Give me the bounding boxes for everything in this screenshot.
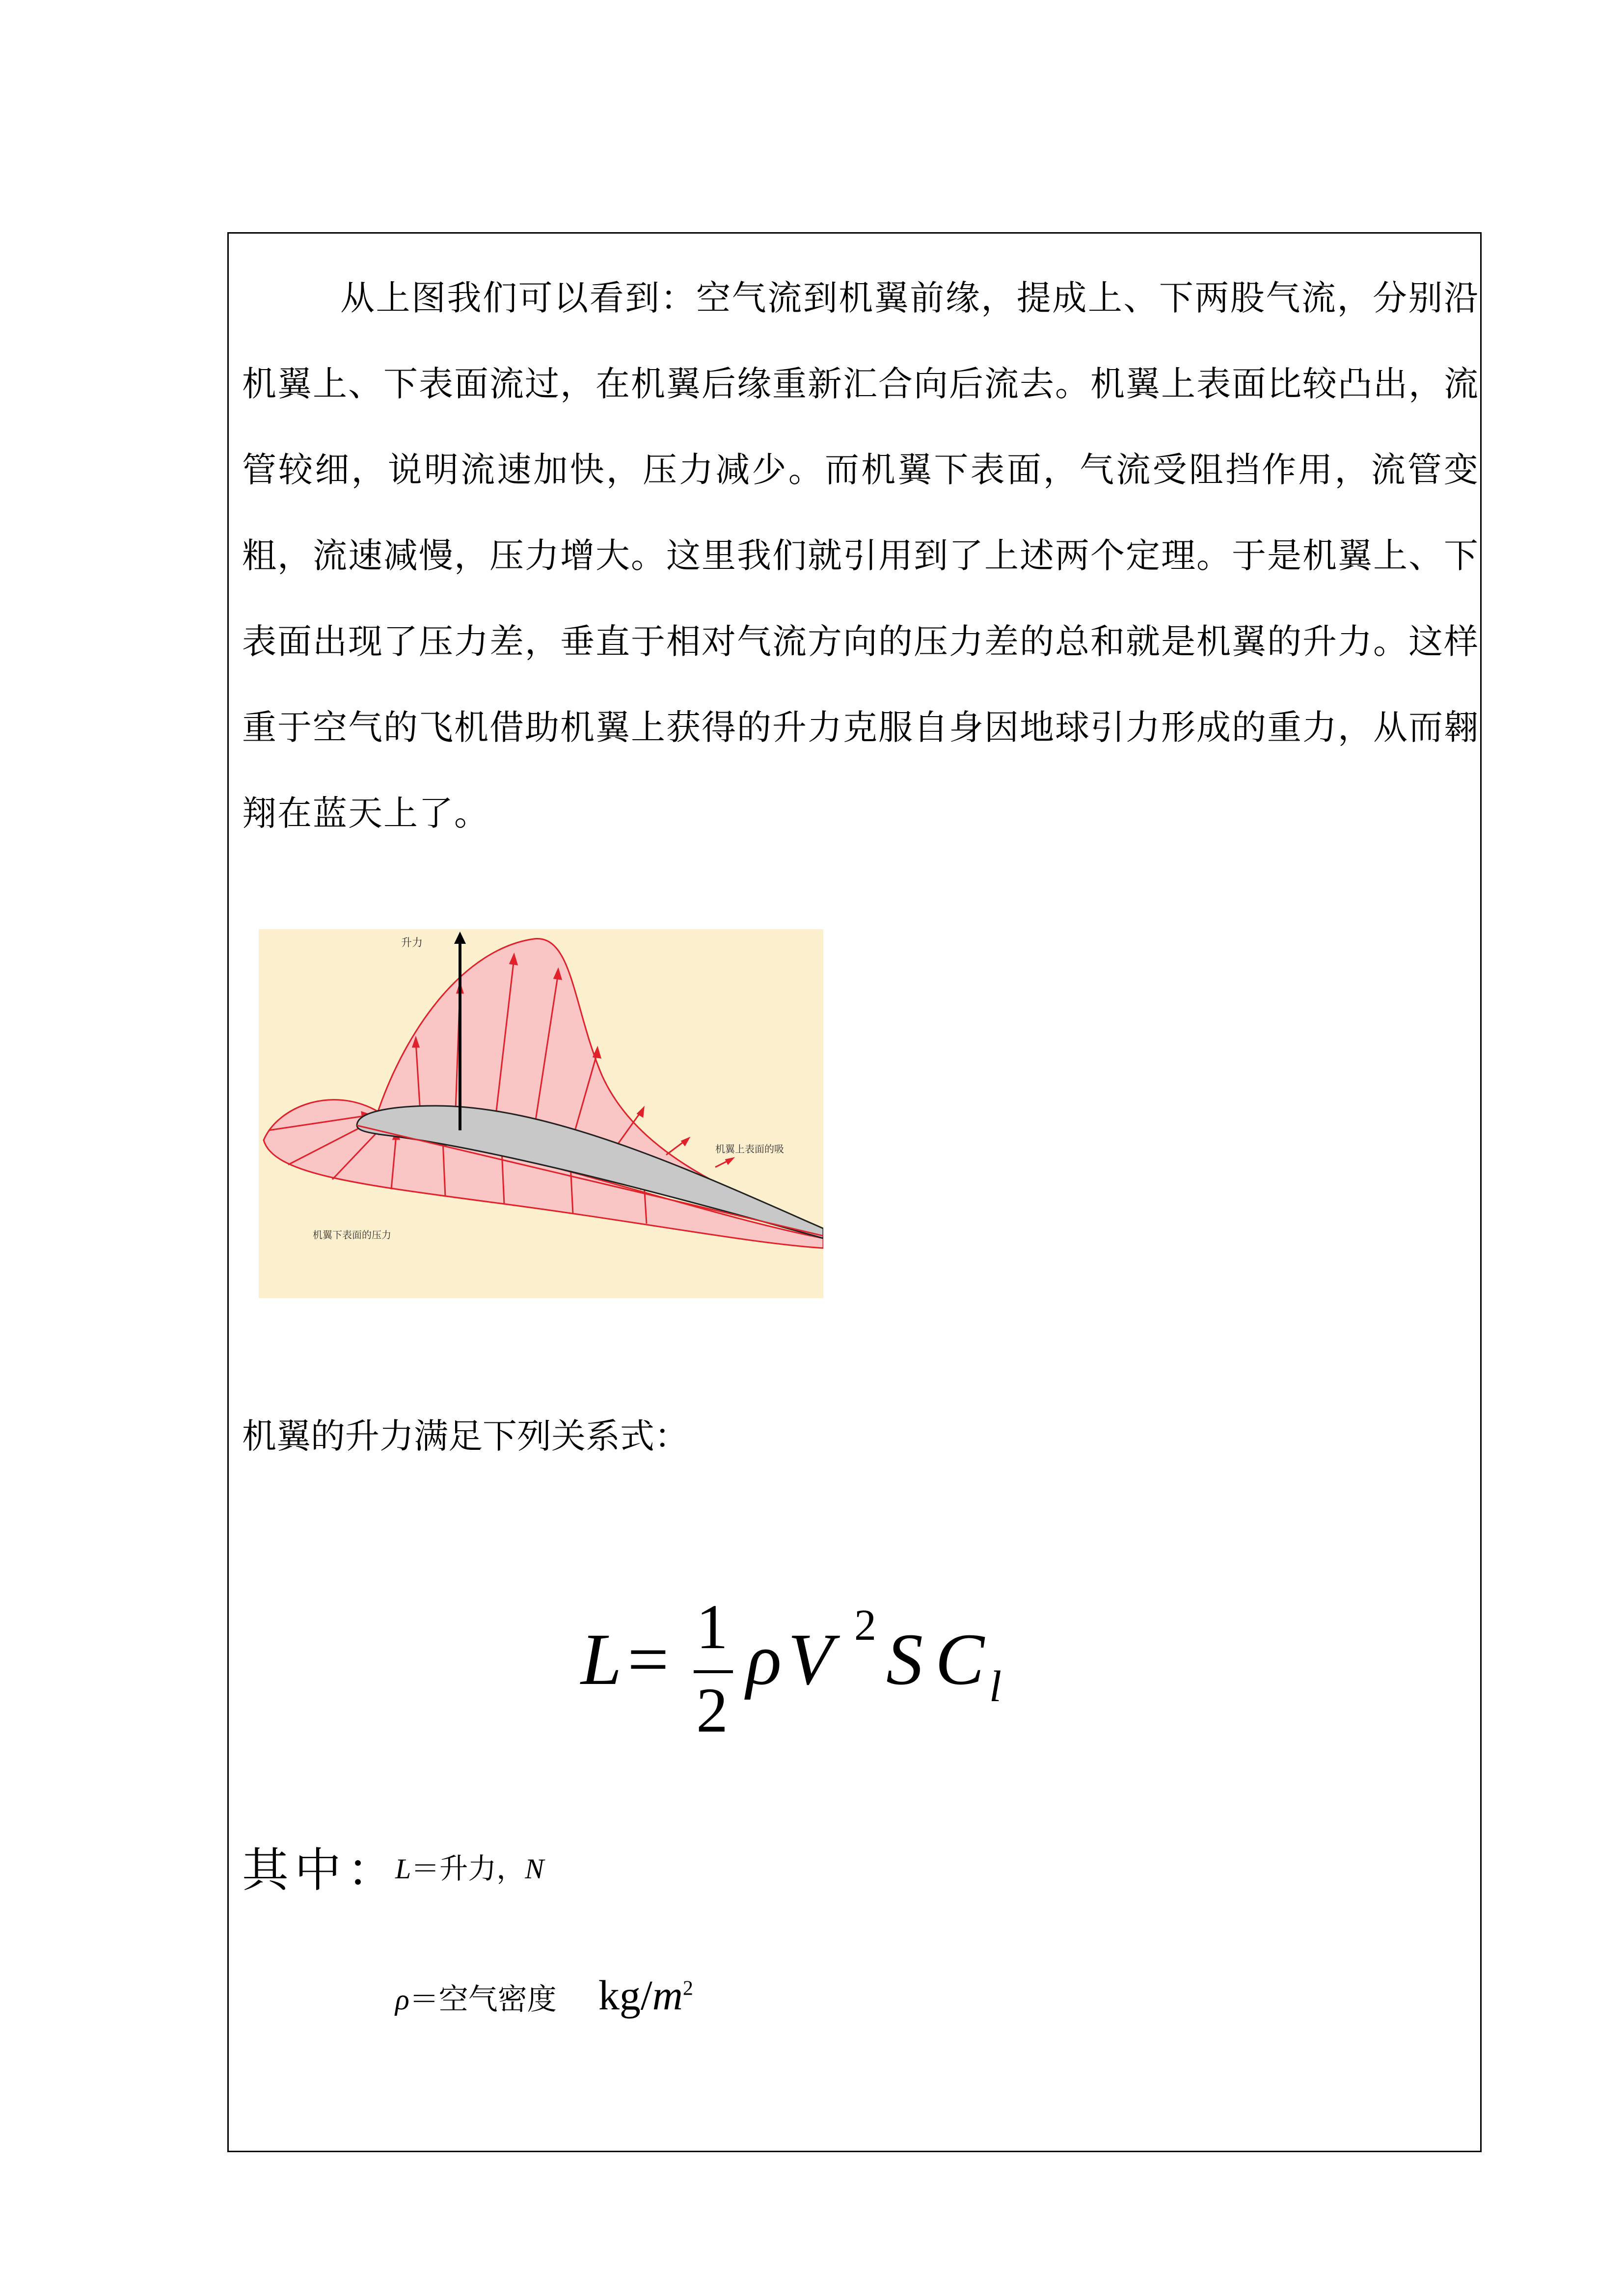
formula-S: S (886, 1619, 923, 1700)
formula-V: V (788, 1619, 833, 1700)
def-density-symbol: ρ (395, 1983, 409, 2016)
relation-text: 机翼的升力满足下列关系式： (242, 1416, 689, 1456)
formula-subscript: l (989, 1662, 1002, 1711)
lift-label: 升力 (401, 937, 423, 949)
formula-exponent: 2 (854, 1601, 876, 1650)
def-lift-symbol: L (395, 1853, 411, 1885)
definition-density (395, 1971, 693, 2020)
unit-exponent: 2 (682, 1977, 693, 2000)
formula-L: L (581, 1619, 622, 1700)
unit-m: m (652, 1972, 683, 2019)
lift-formula (572, 1590, 1014, 1757)
def-density-unit (598, 1972, 693, 2019)
def-lift-unit: N (525, 1853, 544, 1885)
formula-C: C (935, 1619, 985, 1700)
upper-surface-label: 机翼上表面的吸 (715, 1143, 784, 1155)
body-paragraph: 从上图我们可以看到：空气流到机翼前缘，提成上、下两股气流，分别沿机翼上、下表面流过，在机翼后缘重新汇合向后流去。机翼上表面比较凸出，流管较细，说明流速加快，压力减少。而机翼下表面，气流受阻挡作用，流管变粗，流速减慢，压力增大。这里我们就引用到了上述两个定理。于是机翼上、下表面出现了压力差，垂直于相对气流方向的压力差的总和就是机翼的升力。这样重于空气的飞机借助机翼上获得的升力克服自身因地球引力形成的重力，从而翱翔在蓝天上了。 (242, 278, 1479, 833)
unit-kg: kg/ (598, 1972, 652, 2019)
lower-surface-label: 机翼下表面的压力 (313, 1229, 391, 1241)
def-lift-text: ＝升力， (411, 1852, 525, 1885)
fraction-bar (694, 1670, 733, 1673)
formula-numerator: 1 (696, 1592, 728, 1662)
formula-equals: = (627, 1619, 669, 1700)
where-label: 其中： (242, 1843, 400, 1897)
airfoil-pressure-figure (259, 929, 823, 1298)
formula-denominator: 2 (696, 1675, 728, 1746)
definition-lift (395, 1845, 544, 1887)
def-density-text: ＝空气密度 (409, 1982, 557, 2017)
formula-rho: ρ (746, 1619, 782, 1700)
